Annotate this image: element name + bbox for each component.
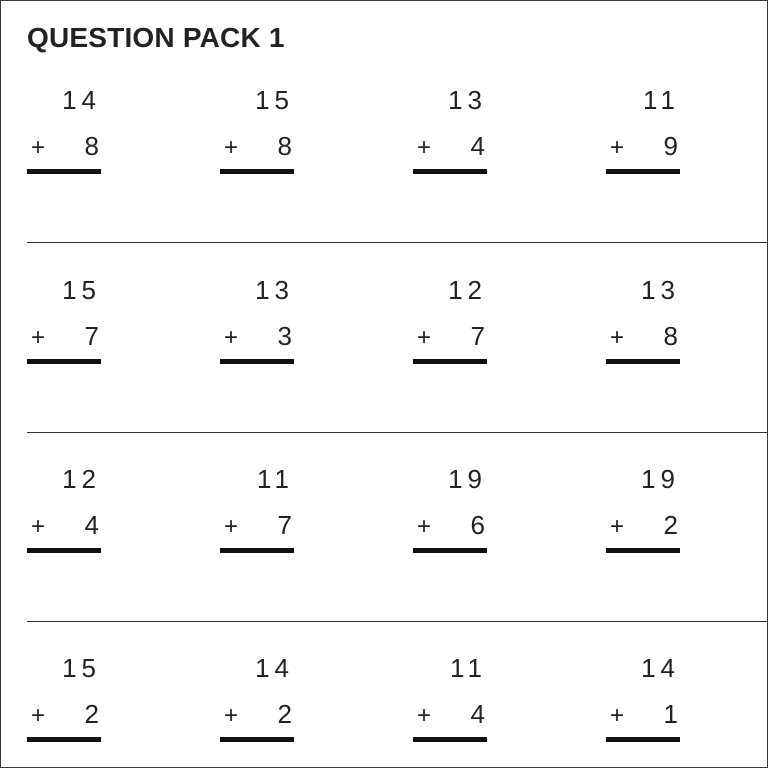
top-number: 19 (448, 464, 487, 494)
plus-sign: + (224, 134, 239, 161)
bottom-number: 2 (663, 510, 678, 540)
row-divider (27, 432, 768, 433)
answer-line (606, 737, 680, 742)
addition-problem (220, 653, 296, 743)
addition-problem (220, 275, 296, 365)
plus-sign: + (610, 513, 625, 540)
problem-row (1, 653, 767, 753)
answer-line (606, 548, 680, 553)
bottom-number: 8 (277, 131, 292, 161)
page-title: QUESTION PACK 1 (27, 22, 285, 53)
bottom-number: 2 (84, 699, 99, 729)
answer-line (27, 169, 101, 174)
addition-problem (413, 275, 489, 365)
answer-line (27, 359, 101, 364)
plus-sign: + (610, 134, 625, 161)
addition-problem (27, 275, 103, 365)
answer-line (220, 169, 294, 174)
addition-problem (27, 85, 103, 175)
top-number: 11 (257, 464, 294, 494)
answer-line (413, 548, 487, 553)
plus-sign: + (417, 702, 432, 729)
row-divider (27, 621, 768, 622)
problem-row (1, 85, 767, 185)
answer-line (413, 169, 487, 174)
answer-line (606, 169, 680, 174)
bottom-number: 7 (84, 321, 99, 351)
bottom-number: 9 (663, 131, 678, 161)
answer-line (413, 359, 487, 364)
problem-row (1, 275, 767, 375)
answer-line (220, 737, 294, 742)
addition-problem (606, 464, 682, 554)
bottom-number: 4 (84, 510, 99, 540)
answer-line (413, 737, 487, 742)
bottom-number: 4 (470, 131, 485, 161)
addition-problem (606, 85, 682, 175)
top-number: 14 (255, 653, 294, 683)
plus-sign: + (610, 324, 625, 351)
top-number: 12 (448, 275, 487, 305)
top-number: 14 (62, 85, 101, 115)
bottom-number: 8 (84, 131, 99, 161)
addition-problem (220, 464, 296, 554)
answer-line (27, 737, 101, 742)
plus-sign: + (31, 324, 46, 351)
addition-problem (220, 85, 296, 175)
bottom-number: 7 (277, 510, 292, 540)
addition-problem (413, 653, 489, 743)
bottom-number: 2 (277, 699, 292, 729)
answer-line (220, 548, 294, 553)
bottom-number: 4 (470, 699, 485, 729)
addition-problem (606, 653, 682, 743)
bottom-number: 7 (470, 321, 485, 351)
top-number: 13 (641, 275, 680, 305)
bottom-number: 6 (470, 510, 485, 540)
top-number: 13 (448, 85, 487, 115)
addition-problem (27, 653, 103, 743)
top-number: 15 (62, 275, 101, 305)
bottom-number: 1 (663, 699, 678, 729)
plus-sign: + (417, 324, 432, 351)
plus-sign: + (31, 513, 46, 540)
plus-sign: + (417, 513, 432, 540)
top-number: 19 (641, 464, 680, 494)
plus-sign: + (224, 513, 239, 540)
addition-problem (413, 85, 489, 175)
top-number: 14 (641, 653, 680, 683)
plus-sign: + (224, 324, 239, 351)
plus-sign: + (417, 134, 432, 161)
addition-problem (27, 464, 103, 554)
answer-line (27, 548, 101, 553)
plus-sign: + (224, 702, 239, 729)
top-number: 11 (450, 653, 487, 683)
top-number: 12 (62, 464, 101, 494)
problem-row (1, 464, 767, 564)
top-number: 11 (643, 85, 680, 115)
answer-line (220, 359, 294, 364)
addition-problem (413, 464, 489, 554)
top-number: 13 (255, 275, 294, 305)
bottom-number: 3 (277, 321, 292, 351)
answer-line (606, 359, 680, 364)
row-divider (27, 242, 768, 243)
plus-sign: + (31, 134, 46, 161)
plus-sign: + (610, 702, 625, 729)
bottom-number: 8 (663, 321, 678, 351)
top-number: 15 (255, 85, 294, 115)
addition-problem (606, 275, 682, 365)
top-number: 15 (62, 653, 101, 683)
plus-sign: + (31, 702, 46, 729)
